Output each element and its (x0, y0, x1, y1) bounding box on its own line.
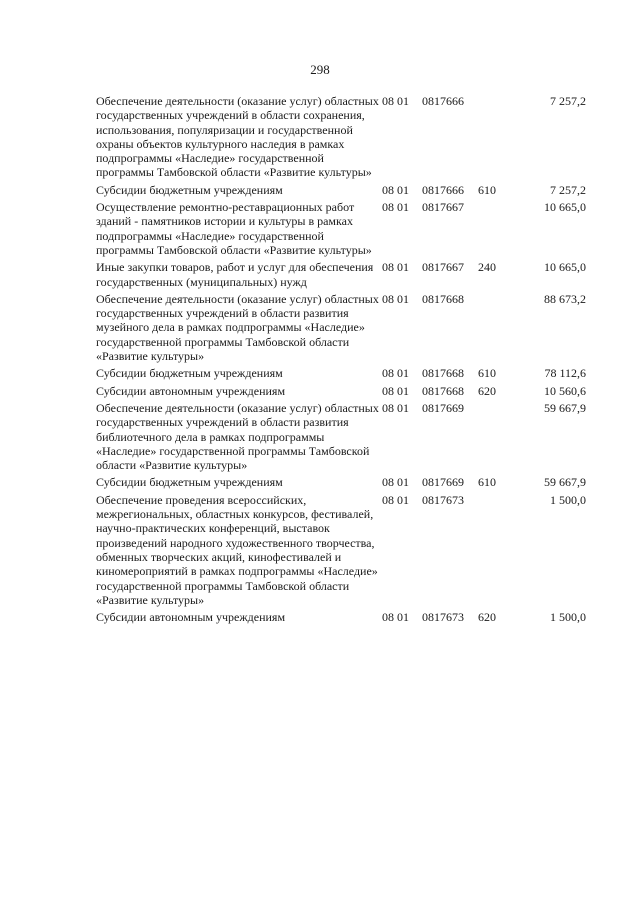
row-code: 0817673 (422, 492, 464, 507)
table-row (96, 292, 586, 366)
row-type: 610 (478, 182, 496, 197)
row-section: 08 01 (382, 400, 409, 415)
row-name: Субсидии автономным учреждениям (96, 383, 286, 398)
row-type (478, 401, 514, 475)
row-type: 610 (478, 366, 496, 381)
row-type (478, 292, 514, 366)
row-code: 0817669 (422, 400, 464, 415)
row-type: 610 (478, 475, 496, 490)
page-number: 298 (310, 62, 330, 77)
row-type: 620 (478, 383, 496, 398)
table-row (96, 366, 586, 383)
row-section: 08 01 (382, 366, 409, 381)
row-code: 0817668 (422, 366, 464, 381)
row-section: 08 01 (382, 475, 409, 490)
table-row (96, 384, 586, 401)
row-name: Обеспечение деятельности (оказание услуг) областных государственных учреждений в области развития музейного дела в рамках подпрограммы «Наследие» государственной программы Тамбовской области «Развитие культуры» (96, 291, 379, 364)
table-row (96, 183, 586, 200)
table-row (96, 200, 586, 260)
row-code: 0817668 (422, 383, 464, 398)
row-section: 08 01 (382, 200, 409, 215)
row-type (478, 94, 514, 183)
row-name: Обеспечение проведения всероссийских, межрегиональных, областных конкурсов, фестивалей, научно-практических конференций, выставок произведений народного художественного творчества, обменных творческих акций, кинофестивалей и киномероприятий в рамках подпрограммы «Наследие» государственной программы Тамбовской области «Развитие культуры» (96, 492, 378, 607)
table-row (96, 401, 586, 475)
table-row (96, 493, 586, 610)
row-code: 0817667 (422, 260, 464, 275)
row-code: 0817667 (422, 200, 464, 215)
row-amount: 7 257,2 (550, 94, 586, 108)
budget-table (96, 94, 586, 627)
row-name: Обеспечение деятельности (оказание услуг) областных государственных учреждений в области развития библиотечного дела в рамках подпрограммы «Наследие» государственной программы Тамбовской области «Развитие культуры» (96, 400, 379, 473)
row-amount: 59 667,9 (544, 475, 586, 490)
row-amount: 10 560,6 (544, 383, 586, 398)
row-name: Субсидии бюджетным учреждениям (96, 475, 283, 490)
row-section: 08 01 (382, 492, 409, 507)
row-section: 08 01 (382, 94, 409, 108)
row-name: Обеспечение деятельности (оказание услуг) областных государственных учреждений в области сохранения, использования, популяризации и государственной охраны объектов культурного наследия в рамках подпрограммы «Наследие» государственной программы Тамбовской области «Развитие культуры» (96, 94, 379, 180)
row-code: 0817673 (422, 610, 464, 625)
table-row (96, 94, 586, 183)
row-amount: 7 257,2 (550, 182, 586, 197)
row-section: 08 01 (382, 291, 409, 306)
row-name: Субсидии автономным учреждениям (96, 610, 286, 625)
row-type (478, 493, 514, 610)
row-code: 0817666 (422, 182, 464, 197)
row-amount: 59 667,9 (544, 400, 586, 415)
row-name: Субсидии бюджетным учреждениям (96, 182, 283, 197)
row-amount: 10 665,0 (544, 260, 586, 275)
row-code: 0817668 (422, 291, 464, 306)
budget-table-body (96, 94, 586, 627)
row-code: 0817666 (422, 94, 464, 108)
table-row (96, 475, 586, 492)
row-section: 08 01 (382, 383, 409, 398)
row-section: 08 01 (382, 182, 409, 197)
row-name: Субсидии бюджетным учреждениям (96, 366, 283, 381)
row-type: 240 (478, 260, 496, 275)
row-name: Иные закупки товаров, работ и услуг для обеспечения государственных (муниципальных) нужд (96, 260, 374, 289)
row-amount: 1 500,0 (550, 610, 586, 625)
row-amount: 10 665,0 (544, 200, 586, 215)
row-name: Осуществление ремонтно-реставрационных работ зданий - памятников истории и культуры в рамках подпрограммы «Наследие» государственной программы Тамбовской области «Развитие культуры» (96, 200, 372, 257)
table-row (96, 260, 586, 292)
row-amount: 78 112,6 (544, 366, 586, 381)
row-amount: 88 673,2 (544, 291, 586, 306)
row-amount: 1 500,0 (550, 492, 586, 507)
row-code: 0817669 (422, 475, 464, 490)
row-section: 08 01 (382, 260, 409, 275)
table-row (96, 610, 586, 627)
row-type: 620 (478, 610, 496, 625)
row-type (478, 200, 514, 260)
row-section: 08 01 (382, 610, 409, 625)
